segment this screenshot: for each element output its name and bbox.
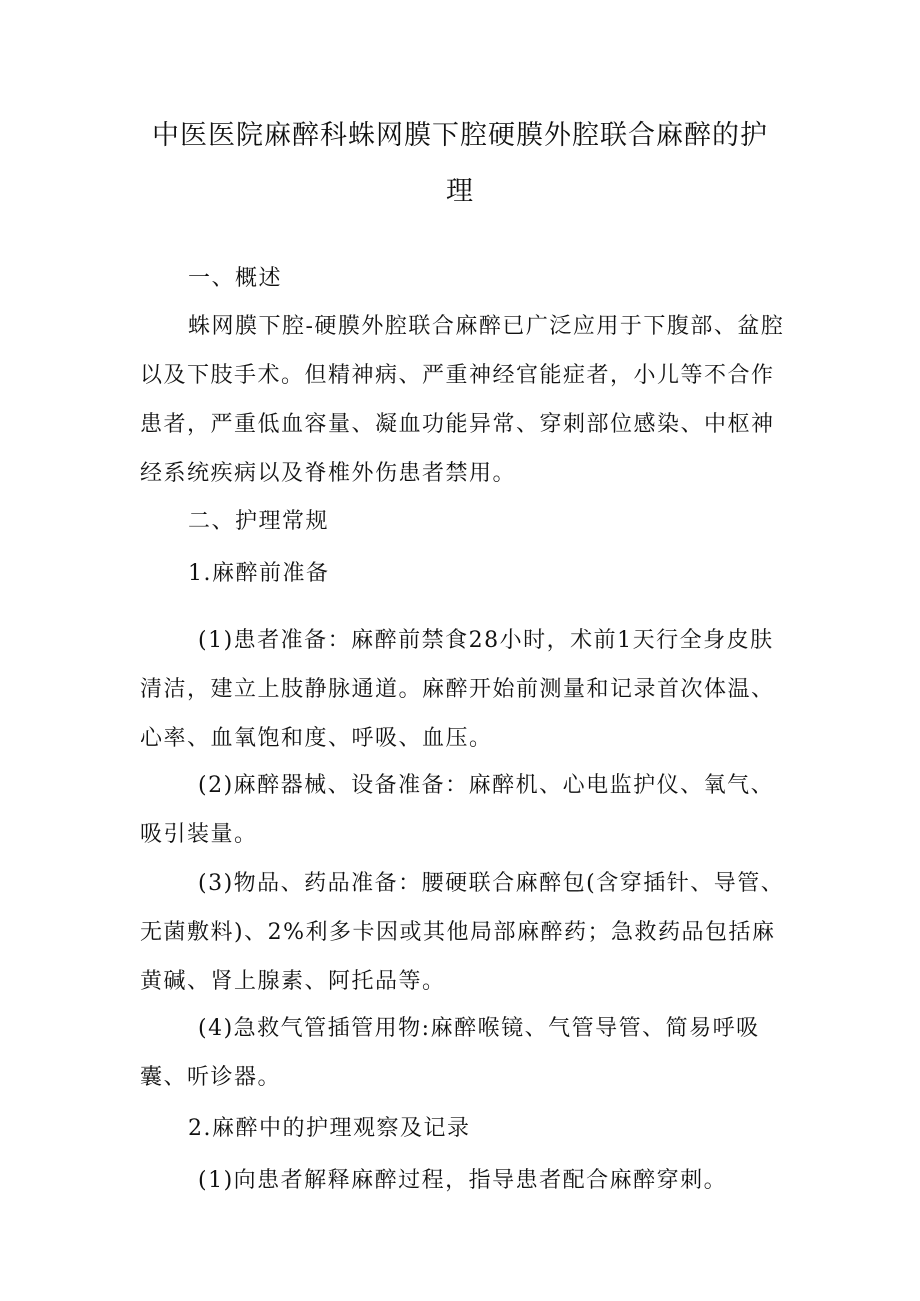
intra-anesthesia-heading: 2.麻醉中的护理观察及记录 xyxy=(188,1116,471,1141)
pre-item-supplies-preparation: (3)物品、药品准备：腰硬联合麻醉包(含穿插针、导管、无菌敷料)、2%利多卡因或其他局部麻醉药；急救药品包括麻黄碱、肾上腺素、阿托品等。 xyxy=(140,871,785,994)
title-line-1: 中医医院麻醉科蛛网膜下腔硬膜外腔联合麻醉的护 xyxy=(152,120,768,151)
pre-item-patient-preparation: (1)患者准备：麻醉前禁食28小时，术前1天行全身皮肤清洁，建立上肢静脉通道。麻醉开始前测量和记录首次体温、心率、血氧饱和度、呼吸、血压。 xyxy=(140,628,775,751)
overview-paragraph: 蛛网膜下腔-硬膜外腔联合麻醉已广泛应用于下腹部、盆腔以及下肢手术。但精神病、严重神经官能症者，小儿等不合作患者，严重低血容量、凝血功能异常、穿刺部位感染、中枢神经系统疾病以及脊椎外伤患者禁用。 xyxy=(140,314,785,486)
pre-anesthesia-heading: 1.麻醉前准备 xyxy=(188,561,330,586)
pre-item-emergency-intubation: (4)急救气管插管用物:麻醉喉镜、气管导管、简易呼吸囊、听诊器。 xyxy=(140,1016,760,1090)
routine-heading: 二、护理常规 xyxy=(188,509,330,534)
document-title xyxy=(140,108,780,220)
title-line-2: 理 xyxy=(446,176,474,207)
overview-heading: 一、概述 xyxy=(188,266,283,291)
intra-item-explain-process: (1)向患者解释麻醉过程，指导患者配合麻醉穿刺。 xyxy=(198,1168,728,1193)
pre-item-equipment-preparation: (2)麻醉器械、设备准备：麻醉机、心电监护仪、氧气、吸引装量。 xyxy=(140,773,775,847)
